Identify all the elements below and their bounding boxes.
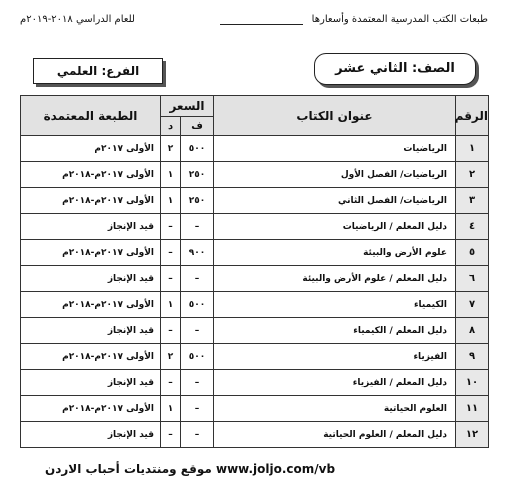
- row-number: ٢: [456, 162, 489, 188]
- row-price-f: –: [181, 214, 214, 240]
- table-row: [21, 240, 489, 266]
- row-number: ١١: [456, 396, 489, 422]
- row-price-d: –: [161, 370, 181, 396]
- row-edition: الأولى ٢٠١٧م-٢٠١٨م: [21, 344, 161, 370]
- row-price-f: ٩٠٠: [181, 240, 214, 266]
- header-title: طبعات الكتب المدرسية المعتمدة وأسعارها: [311, 14, 488, 25]
- row-title: الكيمياء: [214, 292, 456, 318]
- table-row: [21, 162, 489, 188]
- col-edition-header: الطبعة المعتمدة: [21, 96, 161, 136]
- col-number-header: الرقم: [456, 96, 489, 136]
- table-row: [21, 266, 489, 292]
- row-number: ٣: [456, 188, 489, 214]
- row-title: دليل المعلم / الرياضيات: [214, 214, 456, 240]
- row-price-d: –: [161, 266, 181, 292]
- row-price-d: –: [161, 240, 181, 266]
- row-price-f: ٥٠٠: [181, 136, 214, 162]
- table-row: [21, 370, 489, 396]
- row-price-d: –: [161, 214, 181, 240]
- row-title: علوم الأرض والبيئة: [214, 240, 456, 266]
- row-edition: الأولى ٢٠١٧م-٢٠١٨م: [21, 162, 161, 188]
- col-price-f-header: ف: [181, 117, 214, 136]
- footer-site-text: موقع ومنتديات أحباب الاردن www.joljo.com/vb: [45, 462, 336, 476]
- row-edition: قيد الإنجاز: [21, 266, 161, 292]
- row-number: ٤: [456, 214, 489, 240]
- row-price-f: –: [181, 422, 214, 448]
- page-header: [20, 6, 488, 30]
- table-row: [21, 422, 489, 448]
- row-number: ٩: [456, 344, 489, 370]
- row-price-f: ٢٥٠: [181, 162, 214, 188]
- table-row: [21, 136, 489, 162]
- col-price-d-header: د: [161, 117, 181, 136]
- row-price-f: –: [181, 318, 214, 344]
- row-number: ٧: [456, 292, 489, 318]
- col-price-header: السعر: [161, 96, 214, 117]
- row-price-d: ٢: [161, 344, 181, 370]
- row-title: الرياضيات: [214, 136, 456, 162]
- row-edition: الأولى ٢٠١٧م-٢٠١٨م: [21, 292, 161, 318]
- row-edition: الأولى ٢٠١٧م-٢٠١٨م: [21, 240, 161, 266]
- table-row: [21, 188, 489, 214]
- row-title: دليل المعلم / الكيمياء: [214, 318, 456, 344]
- row-number: ١: [456, 136, 489, 162]
- table-row: [21, 214, 489, 240]
- row-edition: الأولى ٢٠١٧م-٢٠١٨م: [21, 188, 161, 214]
- row-edition: قيد الإنجاز: [21, 370, 161, 396]
- row-price-d: –: [161, 318, 181, 344]
- table-row: [21, 344, 489, 370]
- table-row: [21, 396, 489, 422]
- row-edition: قيد الإنجاز: [21, 214, 161, 240]
- row-number: ٥: [456, 240, 489, 266]
- row-title: الفيزياء: [214, 344, 456, 370]
- row-title: الرياضيات/ الفصل الأول: [214, 162, 456, 188]
- row-number: ١٠: [456, 370, 489, 396]
- row-number: ١٢: [456, 422, 489, 448]
- row-title: العلوم الحياتية: [214, 396, 456, 422]
- row-edition: قيد الإنجاز: [21, 422, 161, 448]
- row-title: الرياضيات/ الفصل الثاني: [214, 188, 456, 214]
- branch-label: الفرع: العلمي: [33, 58, 163, 84]
- row-edition: الأولى ٢٠١٧م: [21, 136, 161, 162]
- row-title: دليل المعلم / علوم الأرض والبيئة: [214, 266, 456, 292]
- row-price-f: ٢٥٠: [181, 188, 214, 214]
- row-price-d: ١: [161, 162, 181, 188]
- row-title: دليل المعلم / الفيزياء: [214, 370, 456, 396]
- col-title-header: عنوان الكتاب: [214, 96, 456, 136]
- row-edition: قيد الإنجاز: [21, 318, 161, 344]
- row-price-f: –: [181, 370, 214, 396]
- grade-label: الصف: الثاني عشر: [314, 53, 476, 85]
- row-price-d: ١: [161, 188, 181, 214]
- header-year: للعام الدراسي ٢٠١٨-٢٠١٩م: [20, 14, 135, 25]
- row-edition: الأولى ٢٠١٧م-٢٠١٨م: [21, 396, 161, 422]
- table-row: [21, 292, 489, 318]
- row-title: دليل المعلم / العلوم الحياتية: [214, 422, 456, 448]
- row-price-d: ٢: [161, 136, 181, 162]
- header-divider: [220, 24, 303, 25]
- row-number: ٦: [456, 266, 489, 292]
- table-row: [21, 318, 489, 344]
- row-price-f: –: [181, 266, 214, 292]
- row-price-d: ١: [161, 396, 181, 422]
- row-price-d: ١: [161, 292, 181, 318]
- row-price-d: –: [161, 422, 181, 448]
- row-price-f: ٥٠٠: [181, 292, 214, 318]
- row-number: ٨: [456, 318, 489, 344]
- books-table: [20, 95, 489, 448]
- row-price-f: –: [181, 396, 214, 422]
- row-price-f: ٥٠٠: [181, 344, 214, 370]
